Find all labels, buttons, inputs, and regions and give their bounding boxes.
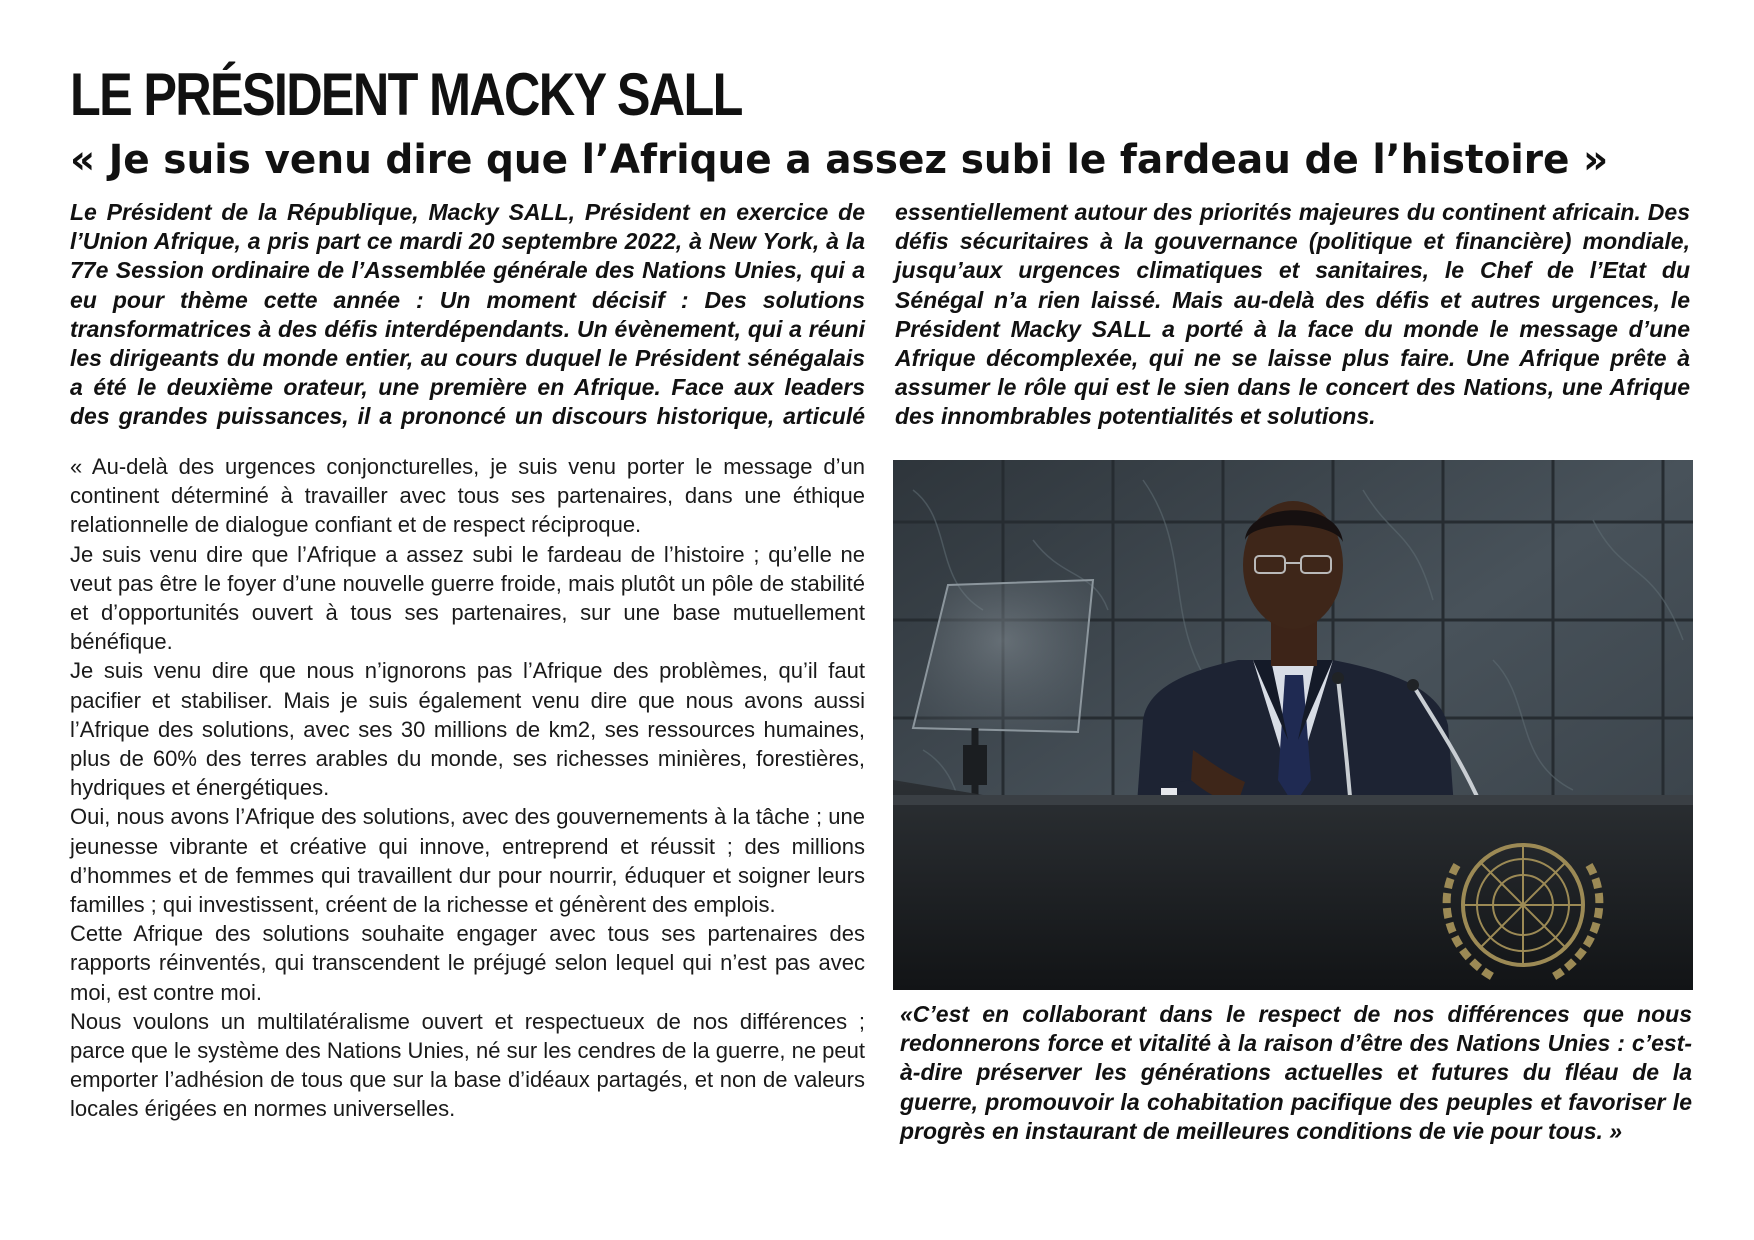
article-photo [893,460,1693,990]
body-paragraph: Je suis venu dire que l’Afrique a assez subi le fardeau de l’histoire ; qu’elle ne veut pas être le foyer d’une nouvelle guerre froide, mais plutôt un pôle de stabilité et d’opportunités ouvert à tous ses partenaires, sur une base mutuellement bénéfique. [70,541,865,655]
article-body [70,452,865,1124]
article-subheadline: « Je suis venu dire que l’Afrique a assez subi le fardeau de l’histoire » [70,137,1609,183]
podium [893,780,1693,990]
body-paragraph: Oui, nous avons l’Afrique des solutions, avec des gouvernements à la tâche ; une jeunesse vibrante et créative qui innove, entreprend et réussit ; des millions d’hommes et de femmes qui travaillent dur pour nourrir, éduquer et soigner leurs familles ; qui investissent, créent de la richesse et génèrent des emplois. [70,804,865,918]
body-paragraph: Cette Afrique des solutions souhaite engager avec tous ses partenaires des rapports réinventés, qui transcendent le préjugé selon lequel qui n’est pas avec moi, est contre moi. [70,921,865,1005]
speaker-at-podium-illustration [893,460,1693,990]
body-paragraph: Nous voulons un multilatéralisme ouvert et respectueux de nos différences ; parce que le système des Nations Unies, né sur les cendres de la guerre, ne peut emporter l’adhésion de tous que sur la base d’idéaux partagés, et non de valeurs locales érigées en normes universelles. [70,1008,865,1122]
photo-caption: «C’est en collaborant dans le respect de nos différences que nous redonnerons force et vitalité à la raison d’être des Nations Unies : c’est-à-dire préserver les générations actuelles et futures du fléau de la guerre, promouvoir la cohabitation pacifique des peuples et favoriser le progrès en instaurant de meilleures conditions de vie pour tous. » [900,1001,1692,1144]
body-paragraph: « Au-delà des urgences conjoncturelles, je suis venu porter le message d’un continent déterminé à travailler avec tous ses partenaires, dans une éthique relationnelle de dialogue confiant et de respect réciproque. [70,454,865,538]
article-intro: Le Président de la République, Macky SALL, Président en exercice de l’Union Afrique, a pris part ce mardi 20 septembre 2022, à New York, à la 77e Session ordinaire de l’Assemblée générale des Nations Unies, qui a eu pour thème cette année : Un moment décisif : Des solutions transformatrices à des défis interdépendants. Un évènement, qui a réuni les dirigeants du monde entier, au cours duquel le Président sénégalais a été le deuxième orateur, une première en Afrique. Face aux leaders des grandes puissances, il a prononcé un discours historique, articulé essentiellement autour des priorités majeures du continent africain. Des défis sécuritaires à la gouvernance (politique et financière) mondiale, jusqu’aux urgences climatiques et sanitaires, le Chef de l’Etat du Sénégal n’a rien laissé. Mais au-delà des défis et autres urgences, le Président Macky SALL a porté à la face du monde le message d’une Afrique décomplexée, qui ne se laisse plus faire. Une Afrique prête à assumer le rôle qui est le sien dans le concert des Nations, une Afrique des innombrables potentialités et solutions. [70,199,1690,430]
article-headline: LE PRÉSIDENT MACKY SALL [70,61,742,128]
body-paragraph: Je suis venu dire que nous n’ignorons pas l’Afrique des problèmes, qu’il faut pacifier et stabiliser. Mais je suis également venu dire que nous avons aussi l’Afrique des solutions, avec ses 30 millions de km2, ses ressources humaines, plus de 60% des terres arables du monde, ses richesses minières, forestières, hydriques et énergétiques. [70,658,865,801]
